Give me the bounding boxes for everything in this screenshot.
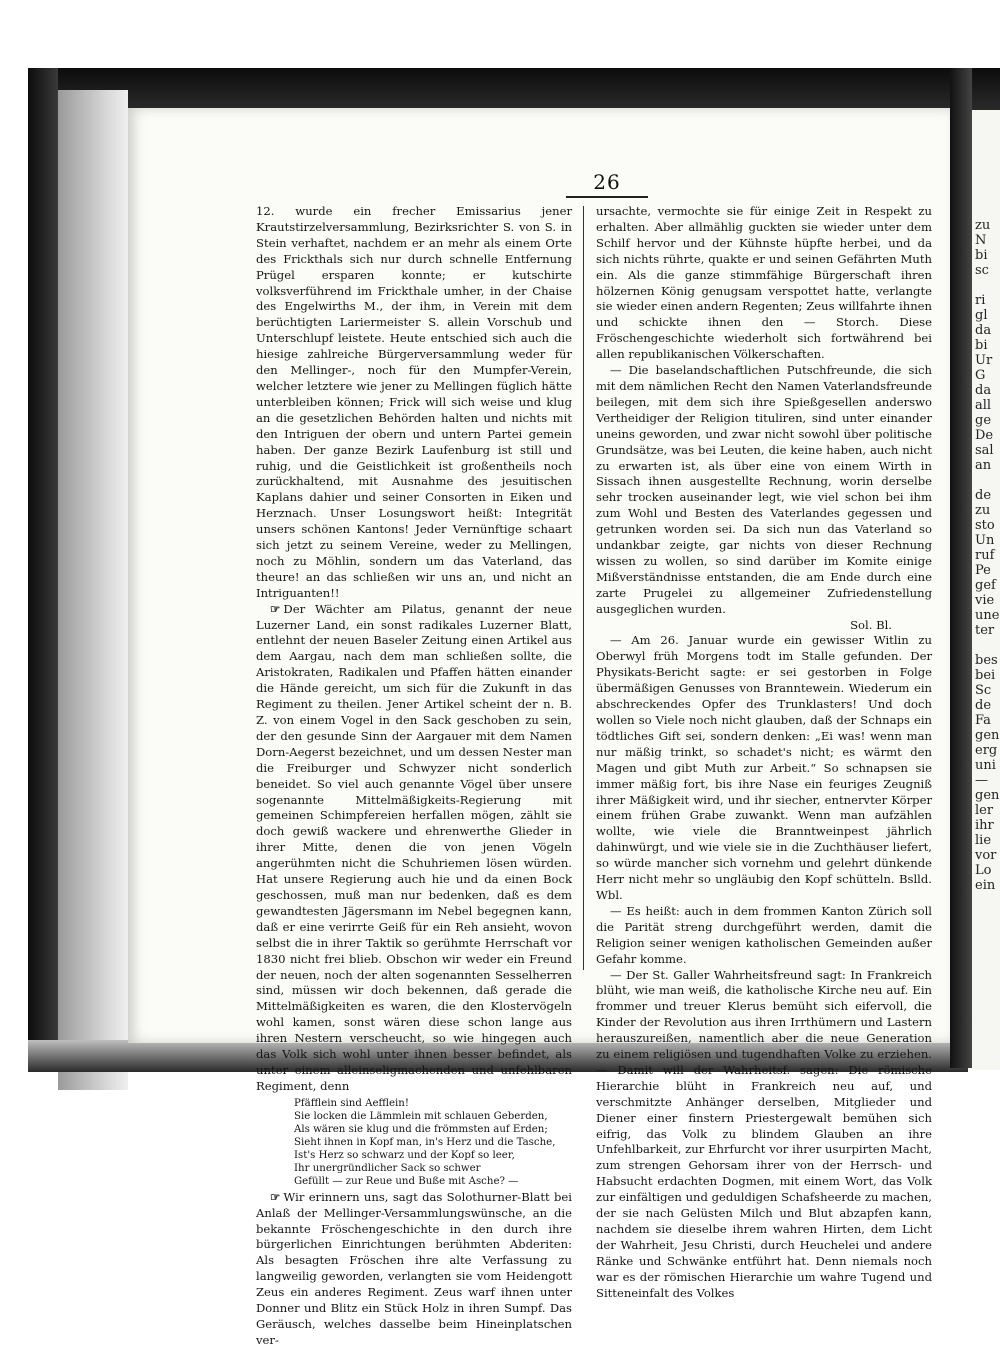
adjacent-page-fragment: zu <box>975 218 991 233</box>
adjacent-page-fragment: lie <box>975 833 992 848</box>
adjacent-page-fragment: — <box>975 773 988 788</box>
poem-line: Pfäfflein sind Aefflein! <box>294 1097 409 1109</box>
adjacent-page-fragment: an <box>975 458 992 473</box>
right-column <box>596 204 932 1302</box>
adjacent-page-fragment: gen <box>975 728 1000 743</box>
adjacent-page-fragment: gen <box>975 788 1000 803</box>
adjacent-page-fragment: Ur <box>975 353 993 368</box>
adjacent-page-edge <box>972 110 1000 1070</box>
adjacent-page-fragment: erg <box>975 743 998 758</box>
adjacent-page-fragment: une <box>975 608 1000 623</box>
poem-line: Gefüllt — zur Reue und Buße mit Asche? — <box>294 1175 519 1187</box>
article-paragraph: — Die baselandschaftlichen Putschfreunde, die sich mit dem nämlichen Recht den Namen Vaterlandsfreunde beilegen, mit dem sich ihre Spießgesellen anderswo Vertheidiger der Religion tituliren, sind unter einander uneins geworden, und zwar nicht sowohl über politische Grundsätze, was bei Leuten, die keine haben, auch nicht zu erwarten ist, als über eine von einem Wirth in Sissach ihnen ausgestellte Rechnung, worin derselbe sehr trocken auseinander legt, wie viel schon bei ihm zum Wohl und Besten des Vaterlandes gegessen und getrunken worden sei. Da sich nun das Vaterland so undankbar zeigte, gar nichts von dieser Rechnung wissen zu wollen, so sind darüber im Komite einige Mißverständnisse entstanden, die am Ende durch eine zarte Prugelei zu allgemeiner Zufriedenstellung ausgeglichen wurden. <box>596 363 932 616</box>
adjacent-page-fragment: bes <box>975 653 998 668</box>
adjacent-page-fragment: da <box>975 323 992 338</box>
article-paragraph: — Am 26. Januar wurde ein gewisser Witlin zu Oberwyl früh Morgens todt im Stalle gefunden. Der Physikats-Bericht sagte: er sei gestorben in Folge übermäßigen Genusses von Branntewein. Wiederum ein abschreckendes Opfer des Trunklasters! Und doch wollen so Viele noch nicht glauben, daß der Schnaps ein tödtliches Gift sei, sondern denken: „Ei was! wenn man nur mäßig trinkt, so schadet's nicht; es wärmt den Magen und gibt Muth zur Arbeit.“ So schnapsen sie immer mäßig fort, bis ihre Nase ein feuriges Zeugniß ihrer Mäßigkeit wird, und ihr siecher, entnervter Körper einem frühen Grabe zuwankt. Wenn man aufzählen wollte, wie viele die Branntweinpest jährlich dahinwürgt, und wie viele sie in die Zuchthäuser liefert, so würde mancher sich vornehm und gelehrt dünkende Herr nicht mehr so ungläubig den Kopf schütteln. Bslld. Wbl. <box>596 633 932 902</box>
source-signature: Sol. Bl. <box>850 617 892 632</box>
adjacent-page-fragment: Lo <box>975 863 992 878</box>
poem-line: Als wären sie klug und die frömmsten auf Erden; <box>294 1123 548 1135</box>
header-rule <box>566 196 648 198</box>
adjacent-page-fragments <box>972 218 1000 893</box>
page-curl-shadow <box>58 90 128 1090</box>
poem-line: Ist's Herz so schwarz und der Kopf so leer, <box>294 1149 515 1161</box>
page-number: 26 <box>593 170 621 194</box>
section-mark-icon: ☞ <box>270 601 281 616</box>
adjacent-page-fragment: all <box>975 398 992 413</box>
adjacent-page-fragment: sal <box>975 443 994 458</box>
book-binding-left <box>28 68 58 1068</box>
adjacent-page-fragment: ge <box>975 413 992 428</box>
adjacent-page-fragment: vie <box>975 593 995 608</box>
adjacent-page-fragment: Pe <box>975 563 991 578</box>
adjacent-page-fragment: N <box>975 233 987 248</box>
adjacent-page-fragment <box>972 473 1000 488</box>
left-column <box>256 204 572 1349</box>
adjacent-page-fragment: zu <box>975 503 991 518</box>
adjacent-page-fragment: de <box>975 488 992 503</box>
adjacent-page-fragment: ri <box>975 293 986 308</box>
adjacent-page-fragment: sc <box>975 263 989 278</box>
article-paragraph: — Es heißt: auch in dem frommen Kanton Zürich soll die Parität streng durchgeführt werden, damit die Religion seiner wenigen katholischen Gemeinden außer Gefahr komme. <box>596 903 932 966</box>
adjacent-page-fragment: bi <box>975 248 988 263</box>
article-paragraph: ☞ Der Wächter am Pilatus, genannt der neue Luzerner Land, ein sonst radikales Luzerner Blatt, entlehnt der neuen Baseler Zeitung einen Artikel aus dem Aargau, nach dem man schließen sollte, die Aristokraten, Radikalen und Pfaffen hätten einander die Hände gereicht, um sich für die Zukunft in das Regiment zu theilen. Jener Artikel scheint der n. B. Z. von einem Vogel in den Sack geschoben zu sein, der den gesunde Sinn der Aargauer mit dem Namen Dorn-Aegerst bezeichnet, und um dessen Nester man die Freiburger und Schwyzer nicht sonderlich beneidet. So viel auch genannte Vögel über unsere sogenannte Mittelmäßigkeits-Regierung mit gemeinen Schimpfereien herfallen mögen, zählt sie doch gewiß wackere und ehrenwerthe Glieder in ihrer Mitte, denen die von jenen Vögeln angerühmten nicht die Schuhriemen lösen würden. Hat unsere Regierung auch hie und da einen Bock geschossen, muß man nur bedenken, daß es dem gewandtesten Jägersmann im Nebel begegnen kann, daß er eine verirrte Geiß für ein Reh ansieht, wovon selbst die in ihrer Taktik so gerühmte Herrschaft vor 1830 nicht frei blieb. Obschon wir weder ein Freund der neuen, noch der alten sogenannten Sesselherren sind, müssen wir doch bekennen, daß gerade die Mittelmäßigkeiten es waren, die den Klostervögeln wohl kamen, sonst wären diese schon lange aus ihren Nestern verscheucht, so wie hingegen auch das Volk sich wohl unter ihnen besser befindet, als unter einem alleinseligmachenden und unfehlbaren Regiment, denn <box>256 601 572 1093</box>
adjacent-page-fragment: bi <box>975 338 988 353</box>
adjacent-page-fragment <box>972 278 1000 293</box>
adjacent-page-fragment: bei <box>975 668 996 683</box>
adjacent-page-fragment: G <box>975 368 986 383</box>
adjacent-page-fragment: da <box>975 383 992 398</box>
section-mark-icon: ☞ <box>270 1189 281 1204</box>
adjacent-page-fragment: ein <box>975 878 996 893</box>
adjacent-page-fragment: ruf <box>975 548 995 563</box>
adjacent-page-fragment <box>972 638 1000 653</box>
adjacent-page-fragment: ihr <box>975 818 994 833</box>
adjacent-page-fragment: gl <box>975 308 988 323</box>
adjacent-page-fragment: gef <box>975 578 996 593</box>
adjacent-page-fragment: uni <box>975 758 996 773</box>
adjacent-page-fragment: De <box>975 428 994 443</box>
adjacent-page-fragment: Fa <box>975 713 991 728</box>
article-paragraph: ☞ Wir erinnern uns, sagt das Solothurner-Blatt bei Anlaß der Mellinger-Versammlungswünsche, an die bekannte Fröschengeschichte in den durch ihre bürgerlichen Einrichtungen berühmten Abderiten: Als besagten Fröschen ihre alte Verfassung zu langweilig geworden, verlangten sie vom Heidengott Zeus ein anderes Regiment. Zeus warf ihnen unter Donner und Blitz ein Stück Holz in ihren Sumpf. Das Geräusch, welches dasselbe beim Hineinplatschen ver- <box>256 1189 572 1347</box>
adjacent-page-fragment: ter <box>975 623 995 638</box>
poem-line: Sieht ihnen in Kopf man, in's Herz und die Tasche, <box>294 1136 556 1148</box>
article-paragraph: — Der St. Galler Wahrheitsfreund sagt: In Frankreich blüht, wie man weiß, die katholische Kirche neu auf. Ein frommer und treuer Klerus bemüht sich eifervoll, die Kinder der Revolution aus ihren Irrthümern und Lastern herauszureißen, namentlich aber die neue Generation zu einem religiösen und tugendhaften Volke zu erziehen. — Damit will der Wahrheitsf. sagen: Die römische Hierarchie blüht in Frankreich neu auf, und verschmitzte Anhänger derselben, Mitglieder und Diener einer finstern Priestergewalt bemühen sich eifrig, das Volk zu blindem Glauben an ihre Unfehlbarkeit, zur Ehrfurcht vor ihrer usurpirten Macht, zum strengen Gehorsam ihrer von der Herrsch- und Habsucht erdachten Dogmen, mit einem Wort, das Volk zur einfältigen und geduldigen Schafsheerde zu machen, der sie nach Gelüsten Milch und Blut abzapfen kann, nachdem sie dieselbe ihrem wahren Hirten, dem Licht der Wahrheit, Jesu Christi, durch Heuchelei und andere Ränke und Schwänke entführt hat. Denn niemals noch war es der römischen Hierarchie um wahre Tugend und Sitteneinfalt des Volkes <box>596 967 932 1300</box>
adjacent-page-fragment: vor <box>975 848 997 863</box>
adjacent-page-fragment: ler <box>975 803 994 818</box>
article-paragraph: ursachte, vermochte sie für einige Zeit in Respekt zu erhalten. Aber allmählig guckten sie wieder unter dem Schilf hervor und der Kühnste hüpfte herbei, und da sich nichts rührte, quakte er und seinen Gefährten Muth ein. Als die ganze stimmfähige Bürgerschaft ihren hölzernen König genugsam verspottet hatte, verlangte sie wieder einen andern Regenten; Zeus willfahrte ihnen und schickte ihnen den — Storch. Diese Fröschengeschichte wiederholt sich fortwährend bei allen republikanischen Völkerschaften. <box>596 204 932 362</box>
book-gutter-right <box>950 68 972 1068</box>
column-divider <box>583 206 584 970</box>
poem-block <box>294 1097 572 1188</box>
adjacent-page-fragment: Sc <box>975 683 992 698</box>
scanner-border-top <box>28 68 1000 110</box>
poem-line: Ihr unergründlicher Sack so schwer <box>294 1162 481 1174</box>
adjacent-page-fragment: Un <box>975 533 995 548</box>
article-paragraph: 12. wurde ein frecher Emissarius jener Krautstirzelversammlung, Bezirksrichter S. von S. in Stein verhaftet, nachdem er an mehr als einem Orte des Frickthals sich nur durch schnelle Entfernung Prügel ersparen konnte; er kutschirte volksverführend im Frickthale umher, in der Chaise des Engelwirths M., der ihm, in Verein mit dem berüchtigten Lariermeister S. allein Vorschub und Unterschlupf leistete. Heute entschied sich auch die hiesige zahlreiche Bürgerversammlung weder für den Mellinger-, noch für den Mumpfer-Verein, welcher letztere wie jener zu Mellingen füglich hätte unterbleiben können; Frick will sich weise und klug an die gesetzlichen Behörden halten und nichts mit den Intriguen der obern und untern Partei gemein haben. Der ganze Bezirk Laufenburg ist still und ruhig, und die Geistlichkeit ist großentheils noch zurückhaltend, mit Ausnahme des jesuitischen Kaplans dahier und seiner Consorten in Eiken und Herznach. Unser Losungswort heißt: Integrität unsers schönen Kantons! Jeder Vernünftige schaart sich jetzt zu seinem Vereine, weder zu Mellingen, noch zu Möhlin, sondern um das Vaterland, das theure! an das schließen wir uns an, und nicht an Intriguanten!! <box>256 204 572 600</box>
adjacent-page-fragment: sto <box>975 518 995 533</box>
poem-line: Sie locken die Lämmlein mit schlauen Geberden, <box>294 1110 548 1122</box>
adjacent-page-fragment: de <box>975 698 992 713</box>
